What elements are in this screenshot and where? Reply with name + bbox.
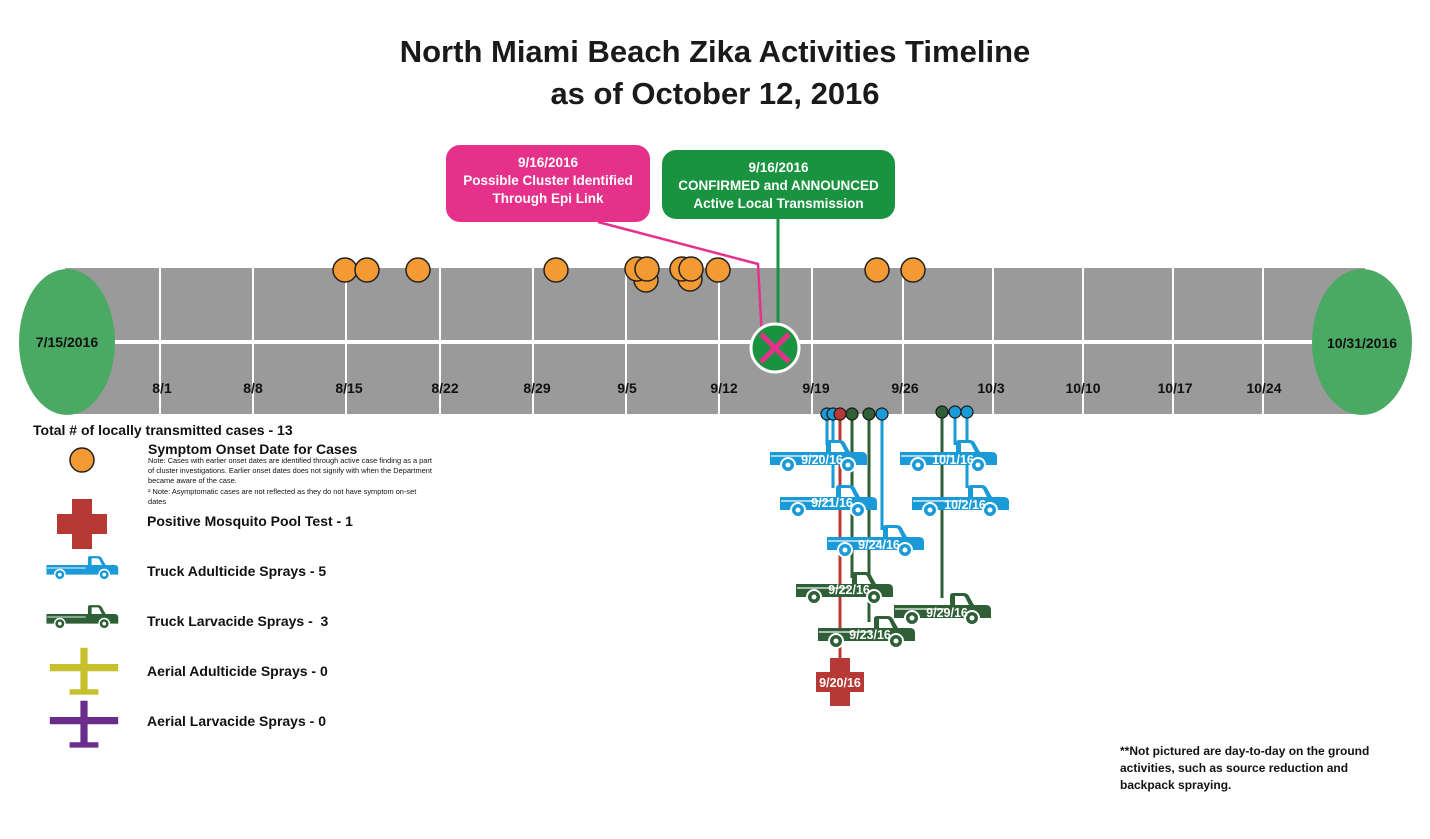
cluster-callout (446, 145, 650, 222)
adulticide-truck (827, 525, 924, 557)
tick-label: 10/10 (1065, 380, 1101, 396)
tick-label: 10/24 (1246, 380, 1282, 396)
onset-note: Note: Cases with earlier onset dates are identified through active case finding as a part of cluster investigations. Earlier onset dates does not signify with when the Department became aware of the case. (148, 456, 432, 485)
adulticide-truck (912, 485, 1009, 517)
truck-date-label: 9/24/16 (858, 538, 900, 552)
legend-aerial-adulticide-icon (50, 648, 118, 695)
confirmed-callout-line2: CONFIRMED and ANNOUNCED (678, 178, 879, 193)
aerial-adulticide-legend-label: Aerial Adulticide Sprays - 0 (147, 663, 328, 679)
legend-pool-icon (57, 499, 107, 549)
case-marker (355, 258, 379, 282)
confirmed-callout (662, 150, 895, 219)
case-marker (865, 258, 889, 282)
transmission-marker (751, 324, 799, 372)
pool-date-label: 9/20/16 (819, 676, 861, 690)
tick-label: 9/5 (617, 380, 637, 396)
truck-date-label: 9/21/16 (811, 496, 853, 510)
tick-label: 8/29 (523, 380, 551, 396)
case-marker (901, 258, 925, 282)
tick-label: 8/1 (152, 380, 172, 396)
truck-date-label: 9/23/16 (849, 628, 891, 642)
tick-label: 9/19 (802, 380, 830, 396)
page-title: North Miami Beach Zika Activities Timeline (399, 34, 1031, 69)
truck-date-label: 10/2/16 (944, 498, 986, 512)
adulticide-legend-label: Truck Adulticide Sprays - 5 (147, 563, 327, 579)
tick-label: 8/22 (431, 380, 459, 396)
asymptomatic-note: ² Note: Asymptomatic cases are not reflected as they do not have symptom on-set dates (148, 487, 417, 506)
case-marker (544, 258, 568, 282)
footnote: **Not pictured are day-to-day on the ground activities, such as source reduction and backpack spraying. (1120, 744, 1370, 792)
tick-label: 9/26 (891, 380, 919, 396)
mosquito-pool-marker (816, 658, 864, 706)
legend-adulticide-truck-icon (46, 556, 118, 580)
truck-date-label: 10/1/16 (932, 453, 974, 467)
case-marker (679, 257, 703, 281)
tick-label: 10/3 (977, 380, 1005, 396)
spray-dot (834, 408, 846, 420)
spray-dot (876, 408, 888, 420)
symptom-onset-label: Symptom Onset Date for Cases (148, 441, 358, 457)
spray-dot (936, 406, 948, 418)
adulticide-truck (900, 440, 997, 472)
tick-label: 10/17 (1157, 380, 1193, 396)
pool-legend-label: Positive Mosquito Pool Test - 1 (147, 513, 353, 529)
spray-dot (863, 408, 875, 420)
legend-larvacide-truck-icon (46, 605, 118, 629)
adulticide-truck (780, 485, 877, 517)
aerial-larvacide-legend-label: Aerial Larvacide Sprays - 0 (147, 713, 326, 729)
larvacide-truck (818, 616, 915, 648)
truck-date-label: 9/29/16 (926, 606, 968, 620)
cluster-callout-line2: Possible Cluster Identified (463, 173, 633, 188)
legend-aerial-larvacide-icon (50, 701, 118, 748)
spray-dot (949, 406, 961, 418)
confirmed-callout-line3: Active Local Transmission (693, 196, 864, 211)
confirmed-callout-date: 9/16/2016 (748, 160, 809, 175)
truck-date-label: 9/22/16 (828, 583, 870, 597)
spray-dot (846, 408, 858, 420)
tick-label: 9/12 (710, 380, 738, 396)
cluster-callout-date: 9/16/2016 (517, 155, 579, 170)
larvacide-legend-label: Truck Larvacide Sprays - 3 (147, 613, 329, 629)
end-date-label: 10/31/2016 (1326, 335, 1398, 351)
tick-label: 8/15 (335, 380, 363, 396)
case-marker (706, 258, 730, 282)
start-date-label: 7/15/2016 (35, 334, 99, 350)
case-marker (406, 258, 430, 282)
larvacide-truck (796, 572, 893, 604)
cluster-callout-line3: Through Epi Link (492, 191, 604, 206)
spray-dot (961, 406, 973, 418)
tick-label: 8/8 (243, 380, 263, 396)
truck-date-label: 9/20/16 (801, 453, 843, 467)
case-marker (333, 258, 357, 282)
case-marker (635, 257, 659, 281)
page-subtitle: as of October 12, 2016 (550, 76, 880, 111)
total-cases-label: Total # of locally transmitted cases - 13 (33, 422, 293, 438)
legend-case-icon (70, 448, 94, 472)
